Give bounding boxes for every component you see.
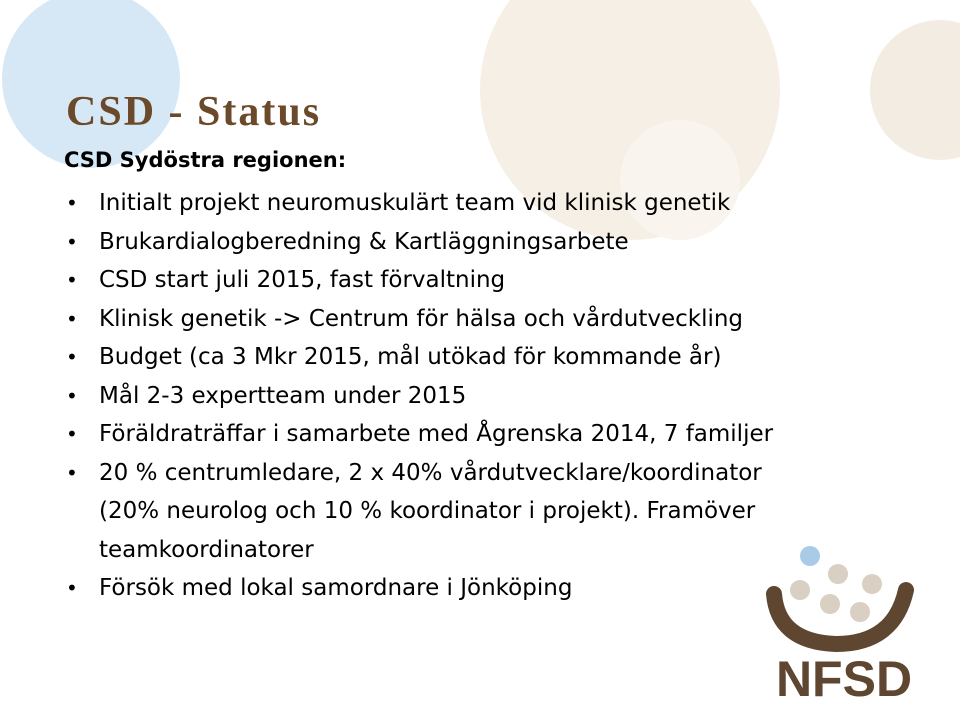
bullet-text: Budget (ca 3 Mkr 2015, mål utökad för kommande år) bbox=[99, 344, 722, 370]
bullet-dot-icon: • bbox=[66, 268, 78, 292]
background-circle-blue bbox=[2, 0, 180, 168]
logo-dot-beige bbox=[820, 594, 840, 614]
bullet-text: Brukardialogberedning & Kartläggningsarbete bbox=[99, 228, 629, 255]
logo-smile-arc bbox=[774, 590, 906, 644]
logo-dot-beige bbox=[850, 602, 870, 622]
bullet-text: Mål 2-3 expertteam under 2015 bbox=[99, 382, 467, 409]
logo-dot-blue bbox=[800, 546, 820, 566]
bullet-dot-icon: • bbox=[66, 345, 78, 369]
bullet-text: CSD start juli 2015, fast förvaltning bbox=[99, 267, 506, 293]
nfsd-logo bbox=[760, 540, 930, 700]
bullet-dot-icon: • bbox=[66, 460, 78, 485]
slide-title: CSD - Status bbox=[66, 89, 322, 135]
bullet-item bbox=[64, 261, 824, 300]
bullet-dot-icon: • bbox=[66, 191, 78, 215]
logo-dot-beige bbox=[790, 580, 810, 600]
bullet-text: Föräldraträffar i samarbete med Ågrenska 2014, 7 familjer bbox=[99, 421, 774, 447]
bullet-item bbox=[64, 223, 824, 262]
bullet-item bbox=[64, 454, 824, 570]
logo-dot-beige bbox=[828, 564, 848, 584]
logo-dot-beige bbox=[862, 574, 882, 594]
bullet-text: Klinisk genetik -> Centrum för hälsa och vårdutveckling bbox=[99, 305, 744, 332]
bullet-item bbox=[64, 377, 824, 416]
bullet-text: 20 % centrumledare, 2 x 40% vårdutvecklare/koordinator (20% neurolog och 10 % koordinator i projekt). Framöver teamkoordinatorer bbox=[99, 459, 762, 563]
bullet-item bbox=[64, 415, 824, 454]
logo-text: NFSD bbox=[775, 651, 913, 700]
bullet-dot-icon: • bbox=[66, 306, 78, 331]
bullet-item bbox=[64, 300, 824, 339]
bullet-item bbox=[64, 338, 824, 377]
bullet-text: Försök med lokal samordnare i Jönköping bbox=[99, 575, 573, 601]
bullet-item bbox=[64, 184, 824, 223]
slide-subtitle: CSD Sydöstra regionen: bbox=[64, 148, 347, 172]
bullet-dot-icon: • bbox=[66, 576, 78, 600]
bullet-item bbox=[64, 569, 824, 608]
bullet-list bbox=[64, 184, 824, 608]
bullet-text: Initialt projekt neuromuskulärt team vid klinisk genetik bbox=[99, 190, 731, 216]
background-circle-cream-right bbox=[870, 20, 960, 160]
bullet-dot-icon: • bbox=[66, 422, 78, 446]
bullet-dot-icon: • bbox=[66, 229, 78, 254]
bullet-dot-icon: • bbox=[66, 383, 78, 408]
